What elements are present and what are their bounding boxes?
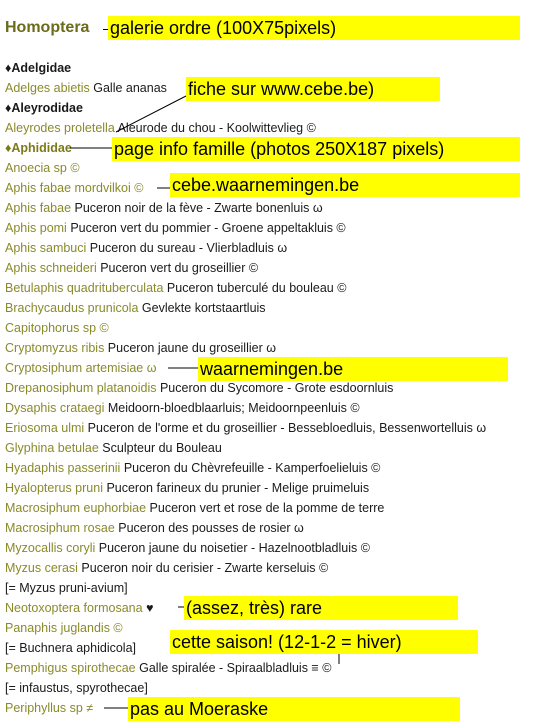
species-row[interactable]: Dysaphis crataegi Meidoorn-bloedblaarluis; Meidoornpeenluis © — [5, 401, 360, 415]
species-row[interactable]: Myzocallis coryli Puceron jaune du noisetier - Hazelnootbladluis © — [5, 541, 370, 555]
annotation-moeraske: pas au Moeraske — [128, 697, 460, 721]
species-row[interactable]: Capitophorus sp © — [5, 321, 109, 335]
species-row[interactable]: Aphis pomi Puceron vert du pommier - Groene appeltakluis © — [5, 221, 346, 235]
species-row[interactable]: Cryptomyzus ribis Puceron jaune du groseillier ω — [5, 341, 276, 355]
annotation-cebe: cebe.waarnemingen.be — [170, 173, 520, 197]
species-row[interactable]: Aphis sambuci Puceron du sureau - Vlierbladluis ω — [5, 241, 288, 255]
species-row[interactable]: Myzus cerasi Puceron noir du cerisier - Zwarte kerseluis © — [5, 561, 329, 575]
species-row[interactable]: Hyadaphis passerinii Puceron du Chèvrefeuille - Kamperfoelieluis © — [5, 461, 381, 475]
species-row[interactable]: Aphis fabae Puceron noir de la fève - Zwarte bonenluis ω — [5, 201, 323, 215]
synonym-note: [= infaustus, spyrothecae] — [5, 681, 148, 695]
page-title: Homoptera — [5, 19, 90, 36]
species-row[interactable]: Macrosiphum rosae Puceron des pousses de rosier ω — [5, 521, 304, 535]
family-aphididae-link[interactable]: ♦Aphididae — [5, 141, 72, 155]
species-row[interactable]: Panaphis juglandis © — [5, 621, 123, 635]
species-row[interactable]: Betulaphis quadrituberculata Puceron tuberculé du bouleau © — [5, 281, 347, 295]
annotation-page-info: page info famille (photos 250X187 pixels) — [112, 137, 520, 161]
family-adelgidae-link[interactable]: ♦Adelgidae — [5, 61, 72, 75]
species-row[interactable]: Anoecia sp © — [5, 161, 80, 175]
annotation-waarnemingen: waarnemingen.be — [198, 357, 508, 381]
species-row[interactable]: Aphis schneideri Puceron vert du groseillier © — [5, 261, 259, 275]
family-aleyrodidae-link[interactable]: ♦Aleyrodidae — [5, 101, 83, 115]
species-row[interactable]: Aphis fabae mordvilkoi © — [5, 181, 144, 195]
annotation-rare: (assez, très) rare — [184, 596, 458, 620]
species-row[interactable]: Drepanosiphum platanoidis Puceron du Sycomore - Grote esdoornluis — [5, 381, 394, 395]
connector-line-fiche — [116, 96, 186, 132]
annotation-galerie: galerie ordre (100X75pixels) — [108, 16, 520, 40]
species-row[interactable]: Neotoxoptera formosana ♥ — [5, 601, 154, 615]
species-row[interactable]: Hyalopterus pruni Puceron farineux du prunier - Melige pruimeluis — [5, 481, 370, 495]
annotation-fiche: fiche sur www.cebe.be) — [186, 77, 440, 101]
species-row[interactable]: Adelges abietis Galle ananas — [5, 81, 167, 95]
species-row[interactable]: Periphyllus sp ≠ — [5, 701, 94, 715]
annotation-saison: cette saison! (12-1-2 = hiver) — [170, 630, 478, 654]
species-row[interactable]: Eriosoma ulmi Puceron de l'orme et du groseillier - Bessebloedluis, Bessenwortelluis ω — [5, 421, 487, 435]
species-row[interactable]: Macrosiphum euphorbiae Puceron vert et rose de la pomme de terre — [5, 501, 385, 515]
synonym-note: [= Buchnera aphidicola] — [5, 641, 136, 655]
species-row[interactable]: Brachycaudus prunicola Gevlekte kortstaartluis — [5, 301, 266, 315]
species-row[interactable]: Glyphina betulae Sculpteur du Bouleau — [5, 441, 222, 455]
species-row[interactable]: Aleyrodes proletella Aleurode du chou - Koolwittevlieg © — [5, 121, 316, 135]
synonym-note: [= Myzus pruni-avium] — [5, 581, 128, 595]
species-row[interactable]: Cryptosiphum artemisiae ω — [5, 361, 157, 375]
species-row[interactable]: Pemphigus spirothecae Galle spiralée - Spiraalbladluis ≡ © — [5, 661, 332, 675]
